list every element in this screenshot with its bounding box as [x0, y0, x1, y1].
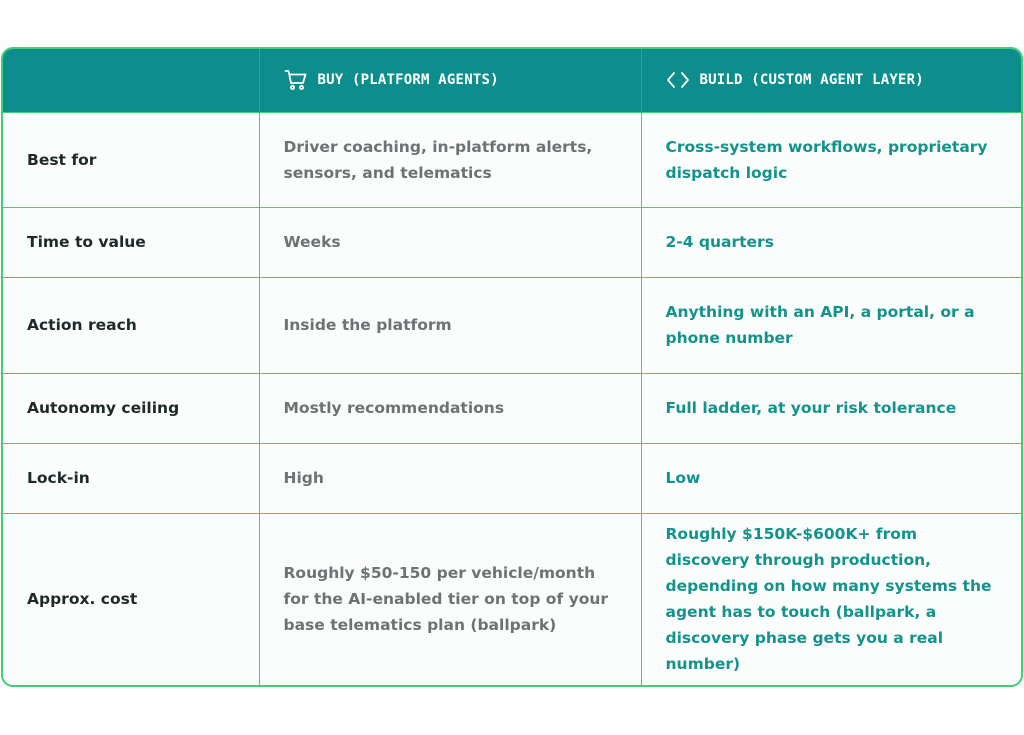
build-cell: Low — [641, 443, 1021, 513]
code-brackets-icon — [666, 69, 690, 91]
table-row — [3, 443, 1021, 513]
buy-cell: Driver coaching, in-platform alerts, sensors, and telematics — [259, 112, 641, 207]
build-cell: Roughly $150K-$600K+ from discovery through production, depending on how many systems the agent has to touch (ballpark, a discovery phase gets you a real number) — [641, 513, 1021, 685]
table-row — [3, 513, 1021, 685]
buy-cell: Mostly recommendations — [259, 373, 641, 443]
table-row — [3, 112, 1021, 207]
header-buy — [259, 49, 641, 112]
row-label: Action reach — [3, 277, 259, 373]
header-buy-label: BUY (PLATFORM AGENTS) — [317, 72, 499, 89]
buy-cell: Weeks — [259, 207, 641, 277]
table-row — [3, 373, 1021, 443]
row-label: Time to value — [3, 207, 259, 277]
comparison-table-container — [1, 47, 1023, 687]
header-build-label: BUILD (CUSTOM AGENT LAYER) — [699, 72, 924, 89]
header-empty-cell — [3, 49, 259, 112]
build-cell: Anything with an API, a portal, or a phone number — [641, 277, 1021, 373]
build-cell: Full ladder, at your risk tolerance — [641, 373, 1021, 443]
table-row — [3, 277, 1021, 373]
buy-cell: Inside the platform — [259, 277, 641, 373]
buy-cell: Roughly $50-150 per vehicle/month for the AI-enabled tier on top of your base telematics plan (ballpark) — [259, 513, 641, 685]
build-cell: 2-4 quarters — [641, 207, 1021, 277]
table-row — [3, 207, 1021, 277]
row-label: Best for — [3, 112, 259, 207]
header-build — [641, 49, 1021, 112]
row-label: Lock-in — [3, 443, 259, 513]
row-label: Autonomy ceiling — [3, 373, 259, 443]
shopping-cart-icon — [284, 69, 308, 91]
comparison-table — [3, 49, 1021, 685]
buy-cell: High — [259, 443, 641, 513]
table-header-row — [3, 49, 1021, 112]
build-cell: Cross-system workflows, proprietary dispatch logic — [641, 112, 1021, 207]
row-label: Approx. cost — [3, 513, 259, 685]
